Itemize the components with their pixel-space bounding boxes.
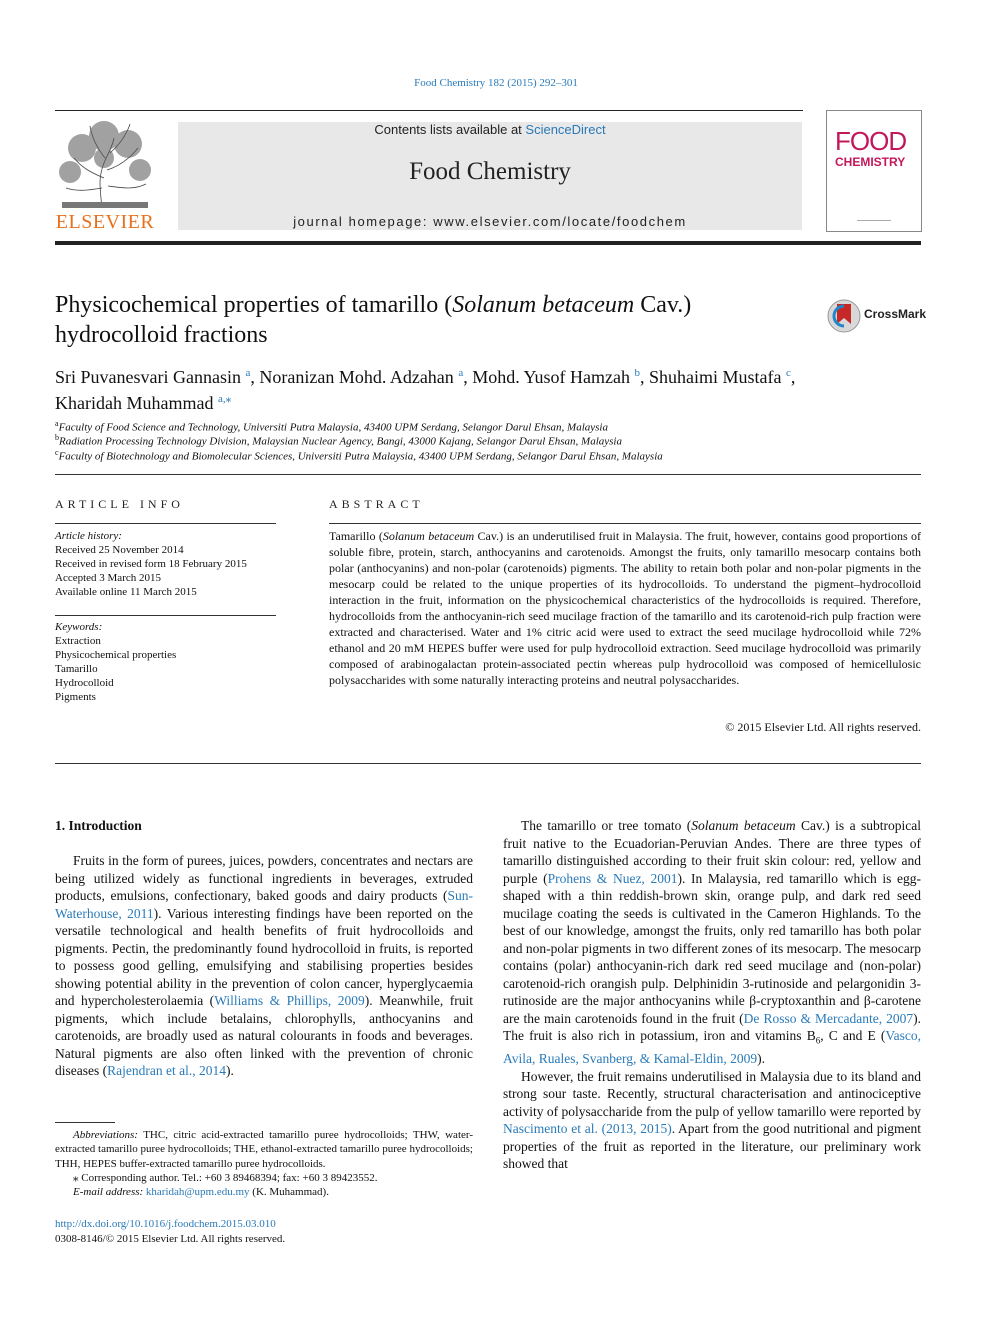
keywords-label: Keywords: (55, 621, 103, 633)
citation-link[interactable]: Prohens & Nuez, 2001 (547, 870, 678, 886)
history-received: Received 25 November 2014 (55, 544, 184, 556)
email-footnote: E-mail address: kharidah@upm.edu.my (K. Muhammad). (73, 1186, 329, 1199)
author[interactable]: Shuhaimi Mustafa $^c$, (649, 367, 796, 387)
header-thick-rule (55, 241, 921, 245)
author-list (55, 362, 921, 414)
keyword: Extraction (55, 635, 101, 647)
keyword: Pigments (55, 691, 96, 703)
abstract-rule (329, 523, 921, 524)
author[interactable]: Mohd. Yusof Hamzah $^b$, (472, 367, 645, 387)
journal-cover[interactable] (826, 110, 922, 232)
abbreviations-footnote: Abbreviations: THC, citric acid-extracted tamarillo puree hydrocolloids; THW, water-extracted tamarillo puree hydrocolloids; THE, ethanol-extracted tamarillo puree hydrocolloids; THH, HEPES buffer-extracted tamarillo puree hydrocolloids. (55, 1129, 473, 1170)
journal-homepage (178, 214, 802, 229)
keyword: Physicochemical properties (55, 649, 177, 661)
journal-citation[interactable]: Food Chemistry 182 (2015) 292–301 (414, 77, 578, 89)
intro-heading: 1. Introduction (55, 818, 142, 833)
info-rule-2 (55, 615, 276, 616)
affiliation-a: $^a$Faculty of Food Science and Technology, Universiti Putra Malaysia, 43400 UPM Serdang, Selangor Darul Ehsan, Malaysia (55, 419, 608, 434)
email-link[interactable]: kharidah@upm.edu.my (145, 1186, 250, 1199)
intro-paragraph-1: Fruits in the form of purees, juices, powders, concentrates and nectars are being utilized widely as functional ingredients in beverages, extruded products, emulsions, confectionary, baked goods and dairy products (Sun-Waterhouse, 2011). Various interesting findings have been reported on the versatile technological and health benefits of fruit hydrocolloids and pigments. Pectin, the predominantly found hydrocolloid in fruits, is reported to possess good gelling, emulsifying and stabilising properties besides showing potential ability in the prevention of colon cancer, hyperglycaemia and hypercholesterolaemia (Williams & Phillips, 2009). Meanwhile, fruit pigments, which include betalains, chlorophylls, anthocyanins and carotenoids, are broadly used as natural colourants in foods and beverages. Natural pigments are also often linked with the prevention of chronic diseases (Rajendran et al., 2014). (55, 853, 473, 1078)
citation-link[interactable]: Rajendran et al., 2014 (107, 1063, 226, 1078)
abstract-copyright: © 2015 Elsevier Ltd. All rights reserved. (725, 720, 921, 734)
crossmark-icon (826, 298, 862, 334)
info-rule (55, 523, 276, 524)
doi-link[interactable]: http://dx.doi.org/10.1016/j.foodchem.2015.03.010 (55, 1218, 276, 1230)
elsevier-tree-icon (52, 118, 158, 210)
doi-block (55, 1217, 285, 1246)
title-part2: Cav.) hydrocolloid fractions (55, 292, 692, 348)
author[interactable]: Sri Puvanesvari Gannasin $^a$, (55, 367, 255, 387)
abstract-bottom-rule (55, 763, 921, 764)
corresponding-author: ⁎ Corresponding author. Tel.: +60 3 89468394; fax: +60 3 89423552. (73, 1171, 378, 1184)
journal-title: Food Chemistry (409, 158, 571, 185)
keyword: Tamarillo (55, 663, 98, 675)
title-part1: Physicochemical properties of tamarillo ( (55, 292, 453, 318)
title-italic: Solanum betaceum (452, 292, 635, 318)
intro-right-column (503, 817, 921, 1173)
citation-link[interactable]: Sun-Waterhouse, 2011 (55, 888, 473, 921)
affiliation-c: $^c$Faculty of Biotechnology and Biomolecular Sciences, Universiti Putra Malaysia, 43400 UPM Serdang, Selangor Darul Ehsan, Malaysia (55, 448, 663, 463)
header-rule (55, 110, 803, 111)
contents-line (178, 122, 802, 137)
history-label: Article history: (55, 530, 122, 542)
article-info-heading: ARTICLE INFO (55, 497, 184, 511)
history-accepted: Accepted 3 March 2015 (55, 572, 161, 584)
issn-line: 0308-8146/© 2015 Elsevier Ltd. All rights reserved. (55, 1232, 286, 1245)
cover-food-word: FOOD (835, 126, 907, 156)
abstract-body: Tamarillo (Solanum betaceum Cav.) is an underutilised fruit in Malaysia. The fruit, however, contains good proportions of soluble fibre, protein, starch, anthocyanins and carotenoids. Amongst the fruits, only tamarillo mesocarp contains both polar (anthocyanins) and non-polar (carotenoids) pigments. The ability to retain both polar and non-polar pigments in the mesocarp could be related to the unique properties of its hydrocolloids. To understand the pigment–hydrocolloid interaction in the fruit, information on the physicochemical characteristics of the hydrocolloids is required. Therefore, hydrocolloids from the anthocyanin-rich seed mucilage fraction of the tamarillo and its carotenoid-rich pulp fraction were extracted and characterised. Water and 1% citric acid were used to extract the seed mucilage hydrocolloid while 72% ethanol and 20 mM HEPES buffer were used for pulp hydrocolloid extraction. Seed mucilage hydrocolloid was primarily composed of arabinogalactan protein-associated pectin whereas pulp hydrocolloid was composed of hemicellulosic polysaccharides with some naturally interacting proteins and neutral polysaccharides. (329, 529, 921, 687)
homepage-url[interactable]: www.elsevier.com/locate/foodchem (433, 214, 687, 229)
citation-link[interactable]: Nascimento et al. (2013, 2015) (503, 1121, 672, 1137)
intro-left-column (55, 852, 473, 1080)
contents-prefix: Contents lists available at (374, 122, 526, 137)
article-history (55, 529, 276, 599)
affiliation-b: $^b$Radiation Processing Technology Division, Malaysian Nuclear Agency, Bangi, 43000 Kajang, Selangor Darul Ehsan, Malaysia (55, 433, 622, 448)
cover-line (857, 220, 891, 221)
elsevier-wordmark: ELSEVIER (55, 211, 155, 233)
intro-paragraph-2: The tamarillo or tree tomato (Solanum betaceum Cav.) is a subtropical fruit native to the Ecuadorian-Peruvian Andes. There are three types of tamarillo distinguished according to their fruit skin colour: red, yellow and purple (Prohens & Nuez, 2001). In Malaysia, red tamarillo which is egg-shaped with a thin reddish-brown skin, orange pulp, and dark red seed mucilage coating the seeds is cultivated in the Cameron Highlands. To the best of our knowledge, amongst the fruits, only red tamarillo has both polar and non-polar pigments in two different zones of its mesocarp. The mesocarp contains (polar) anthocyanin-rich dark red seed mucilage and (non-polar) carotenoid-rich orangish pulp. Delphinidin 3-rutinoside and pelargonidin 3-rutinoside are the major anthocyanins while β-cryptoxanthin and β-carotene are the main carotenoids found in the fruit (De Rosso & Mercadante, 2007). The fruit is also rich in potassium, iron and vitamins $B_6$, C and E (Vasco, Avila, Ruales, Svanberg, & Kamal-Eldin, 2009). (503, 818, 922, 1067)
citation-link[interactable]: De Rosso & Mercadante, 2007 (743, 1010, 914, 1026)
sciencedirect-link[interactable]: ScienceDirect (525, 122, 606, 137)
cover-chemistry-word: CHEMISTRY (835, 155, 906, 169)
author[interactable]: Kharidah Muhammad $^{a,⁎}$ (55, 393, 232, 413)
homepage-label: journal homepage: (293, 214, 434, 229)
journal-banner (178, 122, 802, 230)
citation-link[interactable]: Vasco, Avila, Ruales, Svanberg, & Kamal-Eldin, 2009 (503, 1028, 921, 1067)
keyword: Hydrocolloid (55, 677, 114, 689)
elsevier-logo[interactable] (52, 118, 158, 234)
intro-paragraph-3: However, the fruit remains underutilised in Malaysia due to its bland and strong sour taste. Recently, structural characterisation and antinociceptive activity of polysaccharide from the pulp of yellow tamarillo were reported by Nascimento et al. (2013, 2015). Apart from the good nutritional and pigment properties of the fruit as reported in the literature, our preliminary work showed that (503, 1068, 921, 1172)
footnotes (55, 1128, 473, 1199)
affil-rule (55, 474, 921, 475)
history-online: Available online 11 March 2015 (55, 586, 197, 598)
footnote-rule (55, 1122, 115, 1123)
author[interactable]: Noranizan Mohd. Adzahan $^a$, (259, 367, 468, 387)
crossmark-badge[interactable] (826, 298, 926, 334)
citation-link[interactable]: Williams & Phillips, 2009 (214, 993, 365, 1008)
abstract-heading: ABSTRACT (329, 497, 424, 511)
history-revised: Received in revised form 18 February 2015 (55, 558, 247, 570)
crossmark-label: CrossMark (864, 307, 927, 321)
keywords (55, 620, 276, 704)
article-title (55, 290, 795, 350)
